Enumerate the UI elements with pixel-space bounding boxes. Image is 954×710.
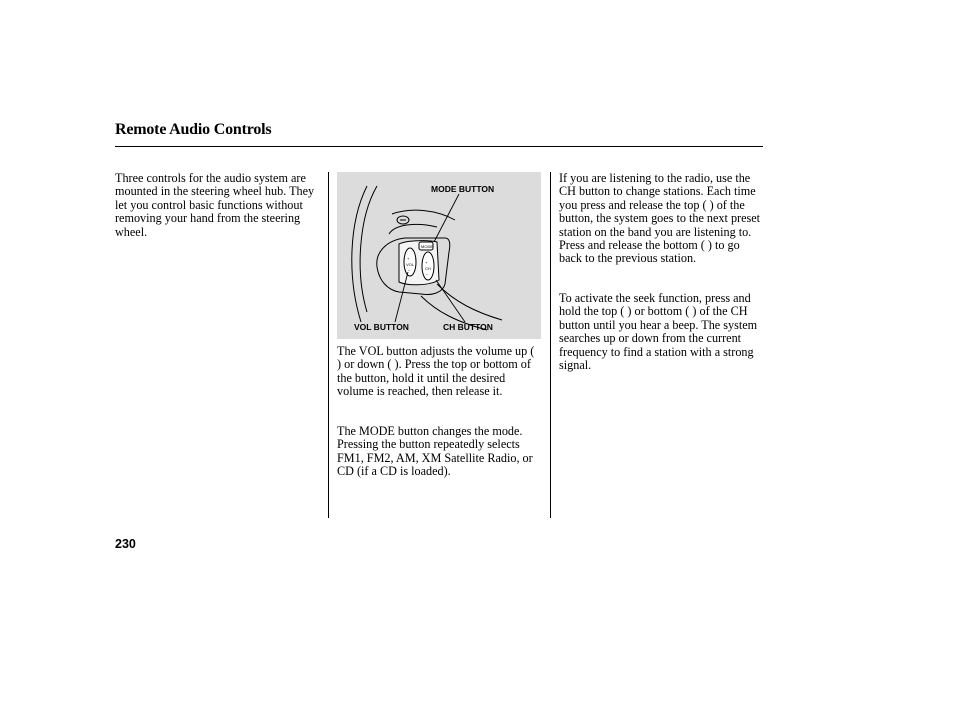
intro-paragraph: Three controls for the audio system are mounted in the steering wheel hub. They let you control basic functions without removing your hand from the steering wheel.: [115, 171, 315, 239]
page-number: 230: [115, 537, 136, 551]
steering-wheel-illustration: [337, 172, 541, 339]
seek-paragraph: To activate the seek function, press and hold the top ( ) or bottom ( ) of the CH button until you hear a beep. The system searches up or down from the current frequency to find a station with a strong signal.: [559, 291, 758, 373]
title-rule: [115, 146, 763, 147]
column-divider-left: [328, 172, 329, 518]
svg-text:+: +: [407, 256, 410, 261]
mode-paragraph: The MODE button changes the mode. Pressing the button repeatedly selects FM1, FM2, AM, XM Satellite Radio, or CD (if a CD is loaded).: [337, 424, 533, 479]
svg-text:MODE: MODE: [421, 244, 433, 249]
column-divider-right: [550, 172, 551, 518]
vol-button-label: VOL BUTTON: [354, 322, 409, 332]
mode-button-label: MODE BUTTON: [431, 184, 495, 194]
svg-text:CH: CH: [425, 266, 431, 271]
section-title: Remote Audio Controls: [115, 121, 272, 138]
ch-button-label: CH BUTTON: [443, 322, 493, 332]
ch-paragraph: If you are listening to the radio, use the CH button to change stations. Each time you press and release the top ( ) of the button, the system goes to the next preset station on the band you are listening to. Press and release the bottom ( ) to go back to the previous station.: [559, 171, 761, 266]
svg-text:−: −: [408, 268, 411, 273]
steering-wheel-drawing: [337, 172, 541, 339]
vol-paragraph: The VOL button adjusts the volume up ( ) or down ( ). Press the top or bottom of the button, hold it until the desired volume is reached, then release it.: [337, 344, 535, 399]
svg-text:VOL: VOL: [406, 262, 415, 267]
svg-text:−: −: [426, 272, 429, 277]
svg-text:+: +: [425, 260, 428, 265]
